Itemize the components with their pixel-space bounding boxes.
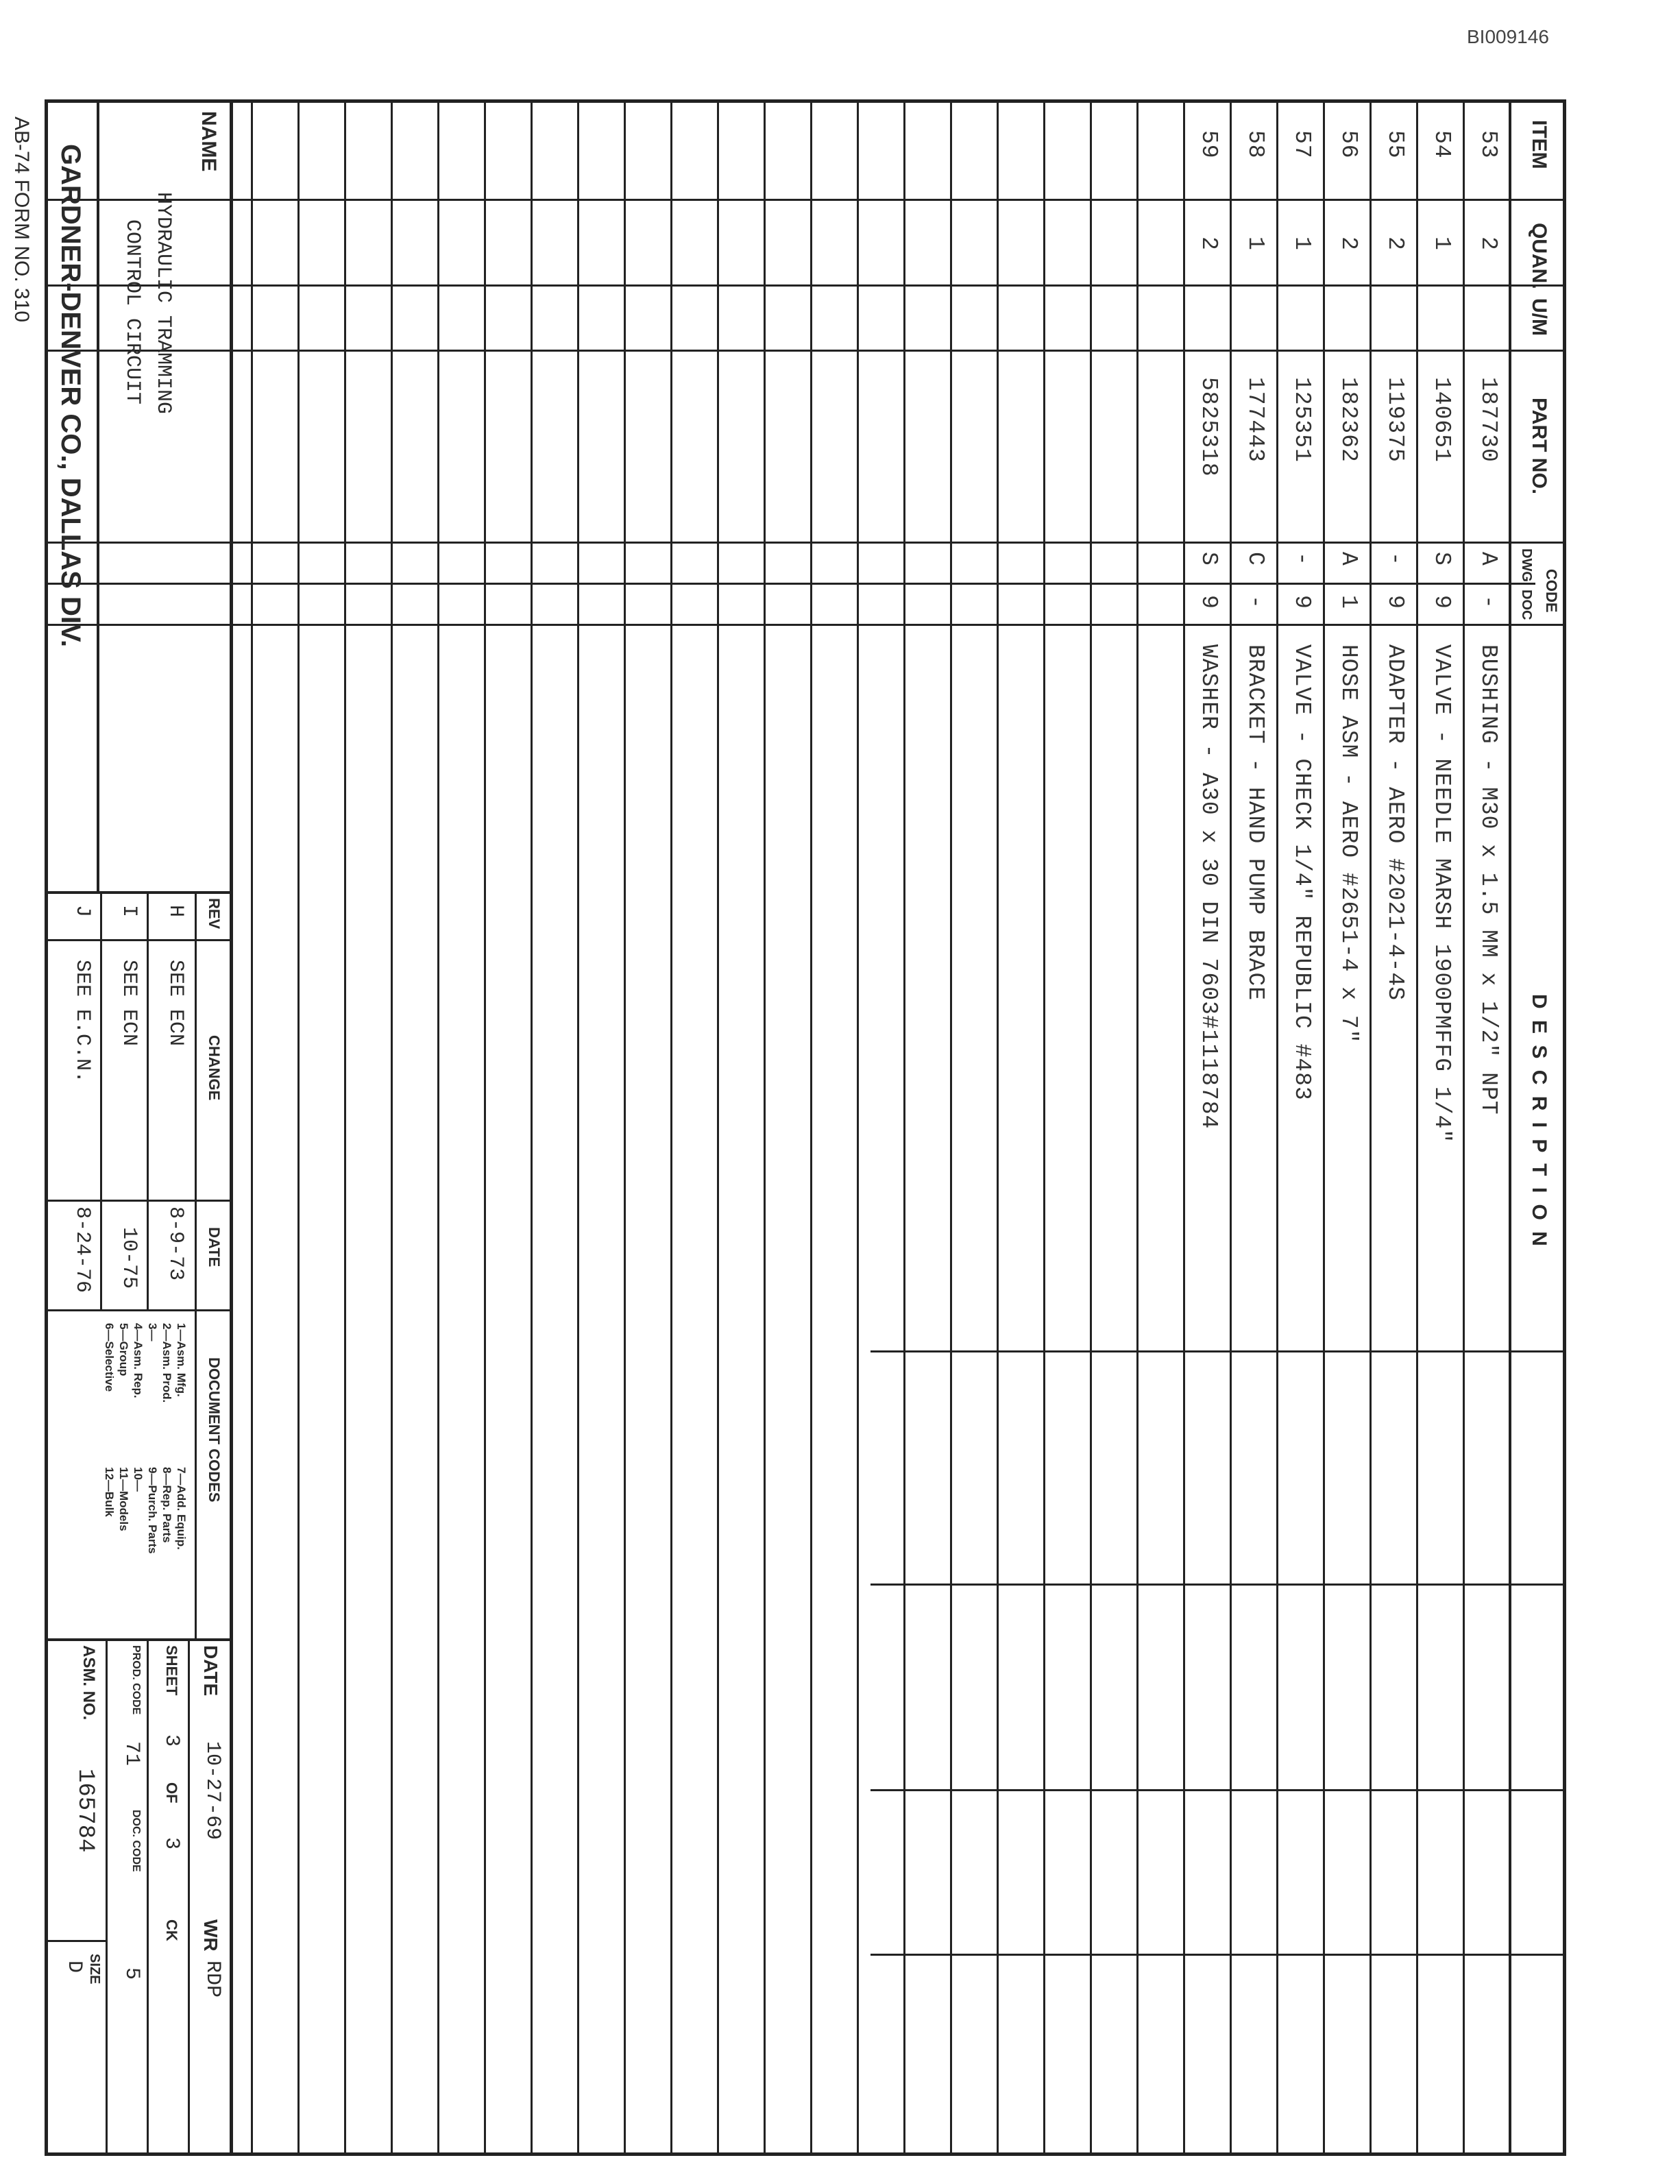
part-no-header: PART NO. <box>1528 398 1550 495</box>
doc-cell: 9 <box>1429 595 1454 609</box>
row-rule <box>531 103 579 2152</box>
item-cell: 53 <box>1476 130 1501 159</box>
item-cell: 54 <box>1429 130 1454 159</box>
asm-no-value: 165784 <box>72 1769 98 1853</box>
code-header: CODE <box>1543 569 1560 613</box>
size-label: SIZE <box>87 1954 102 1985</box>
item-cell: 55 <box>1383 130 1408 159</box>
row-rule <box>297 103 346 2152</box>
sheet-label: SHEET <box>163 1645 180 1696</box>
quantity-cell: 2 <box>1196 236 1221 251</box>
parts-list-form <box>10 99 1566 2156</box>
doc-cell: - <box>1476 595 1501 609</box>
of-value: 3 <box>160 1837 183 1850</box>
change-2: SEE E.C.N. <box>71 960 94 1084</box>
title-block <box>48 103 233 2152</box>
change-0: SEE ECN <box>164 960 187 1047</box>
part-cell: 140651 <box>1429 377 1454 463</box>
row-rule <box>857 103 905 2152</box>
dwg-header: DWG <box>1519 548 1534 582</box>
row-rule <box>1043 103 1092 2152</box>
quantity-header: QUAN. <box>1528 223 1550 289</box>
quantity-cell: 1 <box>1243 236 1268 251</box>
description-cell: BRACKET - HAND PUMP BRACE <box>1243 644 1268 1002</box>
doc-cell: 9 <box>1383 595 1408 609</box>
row-rule <box>251 103 300 2152</box>
item-cell: 59 <box>1196 130 1221 159</box>
part-cell: 182362 <box>1336 377 1361 463</box>
wr-value: RDP <box>201 1961 224 1998</box>
quantity-cell: 2 <box>1383 236 1408 251</box>
doc-codes-right: 7—Add. Equip. 8—Rep. Parts 9—Purch. Parts 10— 11—Models 12—Bulk <box>103 1467 188 1554</box>
dwg-cell: A <box>1336 552 1361 566</box>
rev-label: REV <box>206 898 223 930</box>
date-value: 10-27-69 <box>201 1741 224 1841</box>
row-rule <box>624 103 672 2152</box>
row-rule <box>810 103 859 2152</box>
dwg-cell: C <box>1243 552 1268 566</box>
row-rule <box>670 103 719 2152</box>
row-rule <box>437 103 486 2152</box>
dwg-cell: - <box>1383 552 1408 566</box>
part-cell: 187730 <box>1476 377 1501 463</box>
row-rule <box>344 103 393 2152</box>
description-cell: VALVE - NEEDLE MARSH 1900PMFFG 1/4" <box>1429 644 1454 1144</box>
rev-2: J <box>71 905 94 918</box>
date-0: 8-9-73 <box>164 1206 187 1281</box>
row-rule <box>391 103 439 2152</box>
document-codes-label: DOCUMENT CODES <box>206 1357 223 1503</box>
description-header: D E S C R I P T I O N <box>1528 994 1550 1249</box>
row-rule <box>950 103 999 2152</box>
doc-codes-left: 1—Asm. Mfg. 2—Asm. Prod. 3— 4—Asm. Rep. 5—Group 6—Selective <box>103 1323 188 1403</box>
row-rule <box>484 103 533 2152</box>
row-rule <box>717 103 766 2152</box>
of-label: OF <box>163 1782 180 1804</box>
doc-cell: 9 <box>1289 595 1315 609</box>
quantity-cell: 1 <box>1289 236 1315 251</box>
part-cell: 125351 <box>1289 377 1315 463</box>
description-cell: WASHER - A30 x 30 DIN 7603#1118784 <box>1196 644 1221 1130</box>
item-header: ITEM <box>1528 120 1550 169</box>
size-value: D <box>62 1961 86 1974</box>
rev-0: H <box>164 905 187 918</box>
change-label: CHANGE <box>206 1035 223 1101</box>
rev-date-label: DATE <box>206 1227 223 1267</box>
part-cell: 177443 <box>1243 377 1268 463</box>
change-1: SEE ECN <box>117 960 141 1047</box>
dwg-cell: A <box>1476 552 1501 566</box>
ck-label: CK <box>163 1919 180 1941</box>
description-cell: ADAPTER - AERO #2021-4-4S <box>1383 644 1408 1002</box>
company-name: GARDNER-DENVER CO., DALLAS DIV. <box>56 144 86 648</box>
description-cell: VALVE - CHECK 1/4" REPUBLIC #483 <box>1289 644 1315 1101</box>
date-1: 10-75 <box>117 1227 141 1289</box>
row-rule <box>997 103 1045 2152</box>
date-label: DATE <box>200 1645 221 1697</box>
item-cell: 58 <box>1243 130 1268 159</box>
row-rule <box>764 103 812 2152</box>
doc-cell: 9 <box>1196 595 1221 609</box>
name-label: NAME <box>197 111 220 172</box>
row-rule <box>903 103 952 2152</box>
unit-header: U/M <box>1528 298 1550 336</box>
sheet-value: 3 <box>160 1734 183 1747</box>
description-cell: HOSE ASM - AERO #2651-4 x 7" <box>1336 644 1361 1044</box>
doc-code-label: DOC. CODE <box>130 1810 142 1872</box>
wr-label: WR <box>200 1919 221 1952</box>
item-cell: 56 <box>1336 130 1361 159</box>
row-rule <box>577 103 626 2152</box>
quantity-cell: 2 <box>1336 236 1361 251</box>
prod-code-label: PROD. CODE <box>130 1645 142 1715</box>
date-2: 8-24-76 <box>71 1206 94 1294</box>
doc-cell: - <box>1243 595 1268 609</box>
item-cell: 57 <box>1289 130 1315 159</box>
dwg-cell: S <box>1196 552 1221 566</box>
doc-header: DOC <box>1519 590 1534 620</box>
quantity-cell: 1 <box>1429 236 1454 251</box>
part-cell: 5825318 <box>1196 377 1221 477</box>
asm-no-label: ASM. NO. <box>80 1645 98 1721</box>
part-cell: 119375 <box>1383 377 1408 463</box>
row-rule <box>1090 103 1139 2152</box>
name-line-1: HYDRAULIC TRAMMING <box>151 192 175 415</box>
description-cell: BUSHING - M30 x 1.5 MM x 1/2" NPT <box>1476 644 1501 1115</box>
doc-code-value: 5 <box>120 1967 143 1980</box>
rev-1: I <box>117 905 141 918</box>
doc-cell: 1 <box>1336 595 1361 609</box>
dwg-cell: S <box>1429 552 1454 566</box>
name-line-2: CONTROL CIRCUIT <box>121 219 144 405</box>
dwg-cell: - <box>1289 552 1315 566</box>
form-number: AB-74 FORM NO. 310 <box>10 117 33 323</box>
row-rule <box>1136 103 1185 2152</box>
prod-code-value: 71 <box>120 1741 143 1767</box>
quantity-cell: 2 <box>1476 236 1501 251</box>
document-id: BI009146 <box>1467 26 1549 47</box>
